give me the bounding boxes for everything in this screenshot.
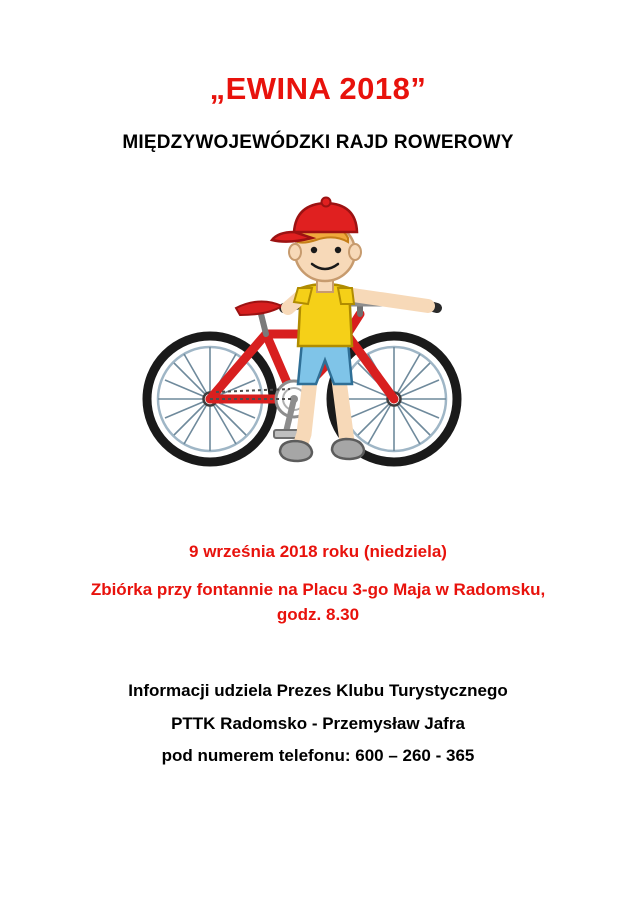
page-title: „EWINA 2018” (209, 71, 427, 106)
contact-line-1: Informacji udziela Prezes Klubu Turystycznego (128, 681, 508, 701)
bicycle-boy-svg (98, 184, 538, 494)
meeting-point: Zbiórka przy fontannie na Placu 3-go Maja w Radomsku, godz. 8.30 (90, 580, 546, 624)
contact-info-block (128, 675, 507, 772)
boy-with-bicycle-illustration (98, 184, 538, 494)
contact-line-3: pod numerem telefonu: 600 – 260 - 365 (161, 745, 475, 765)
bicycle-saddle (236, 302, 282, 335)
page-subtitle: MIĘDZYWOJEWÓDZKI RAJD ROWEROWY (122, 132, 514, 154)
contact-line-2: PTTK Radomsko - Przemysław Jafra (171, 713, 465, 733)
event-date: 9 września 2018 roku (niedziela) (189, 542, 447, 562)
